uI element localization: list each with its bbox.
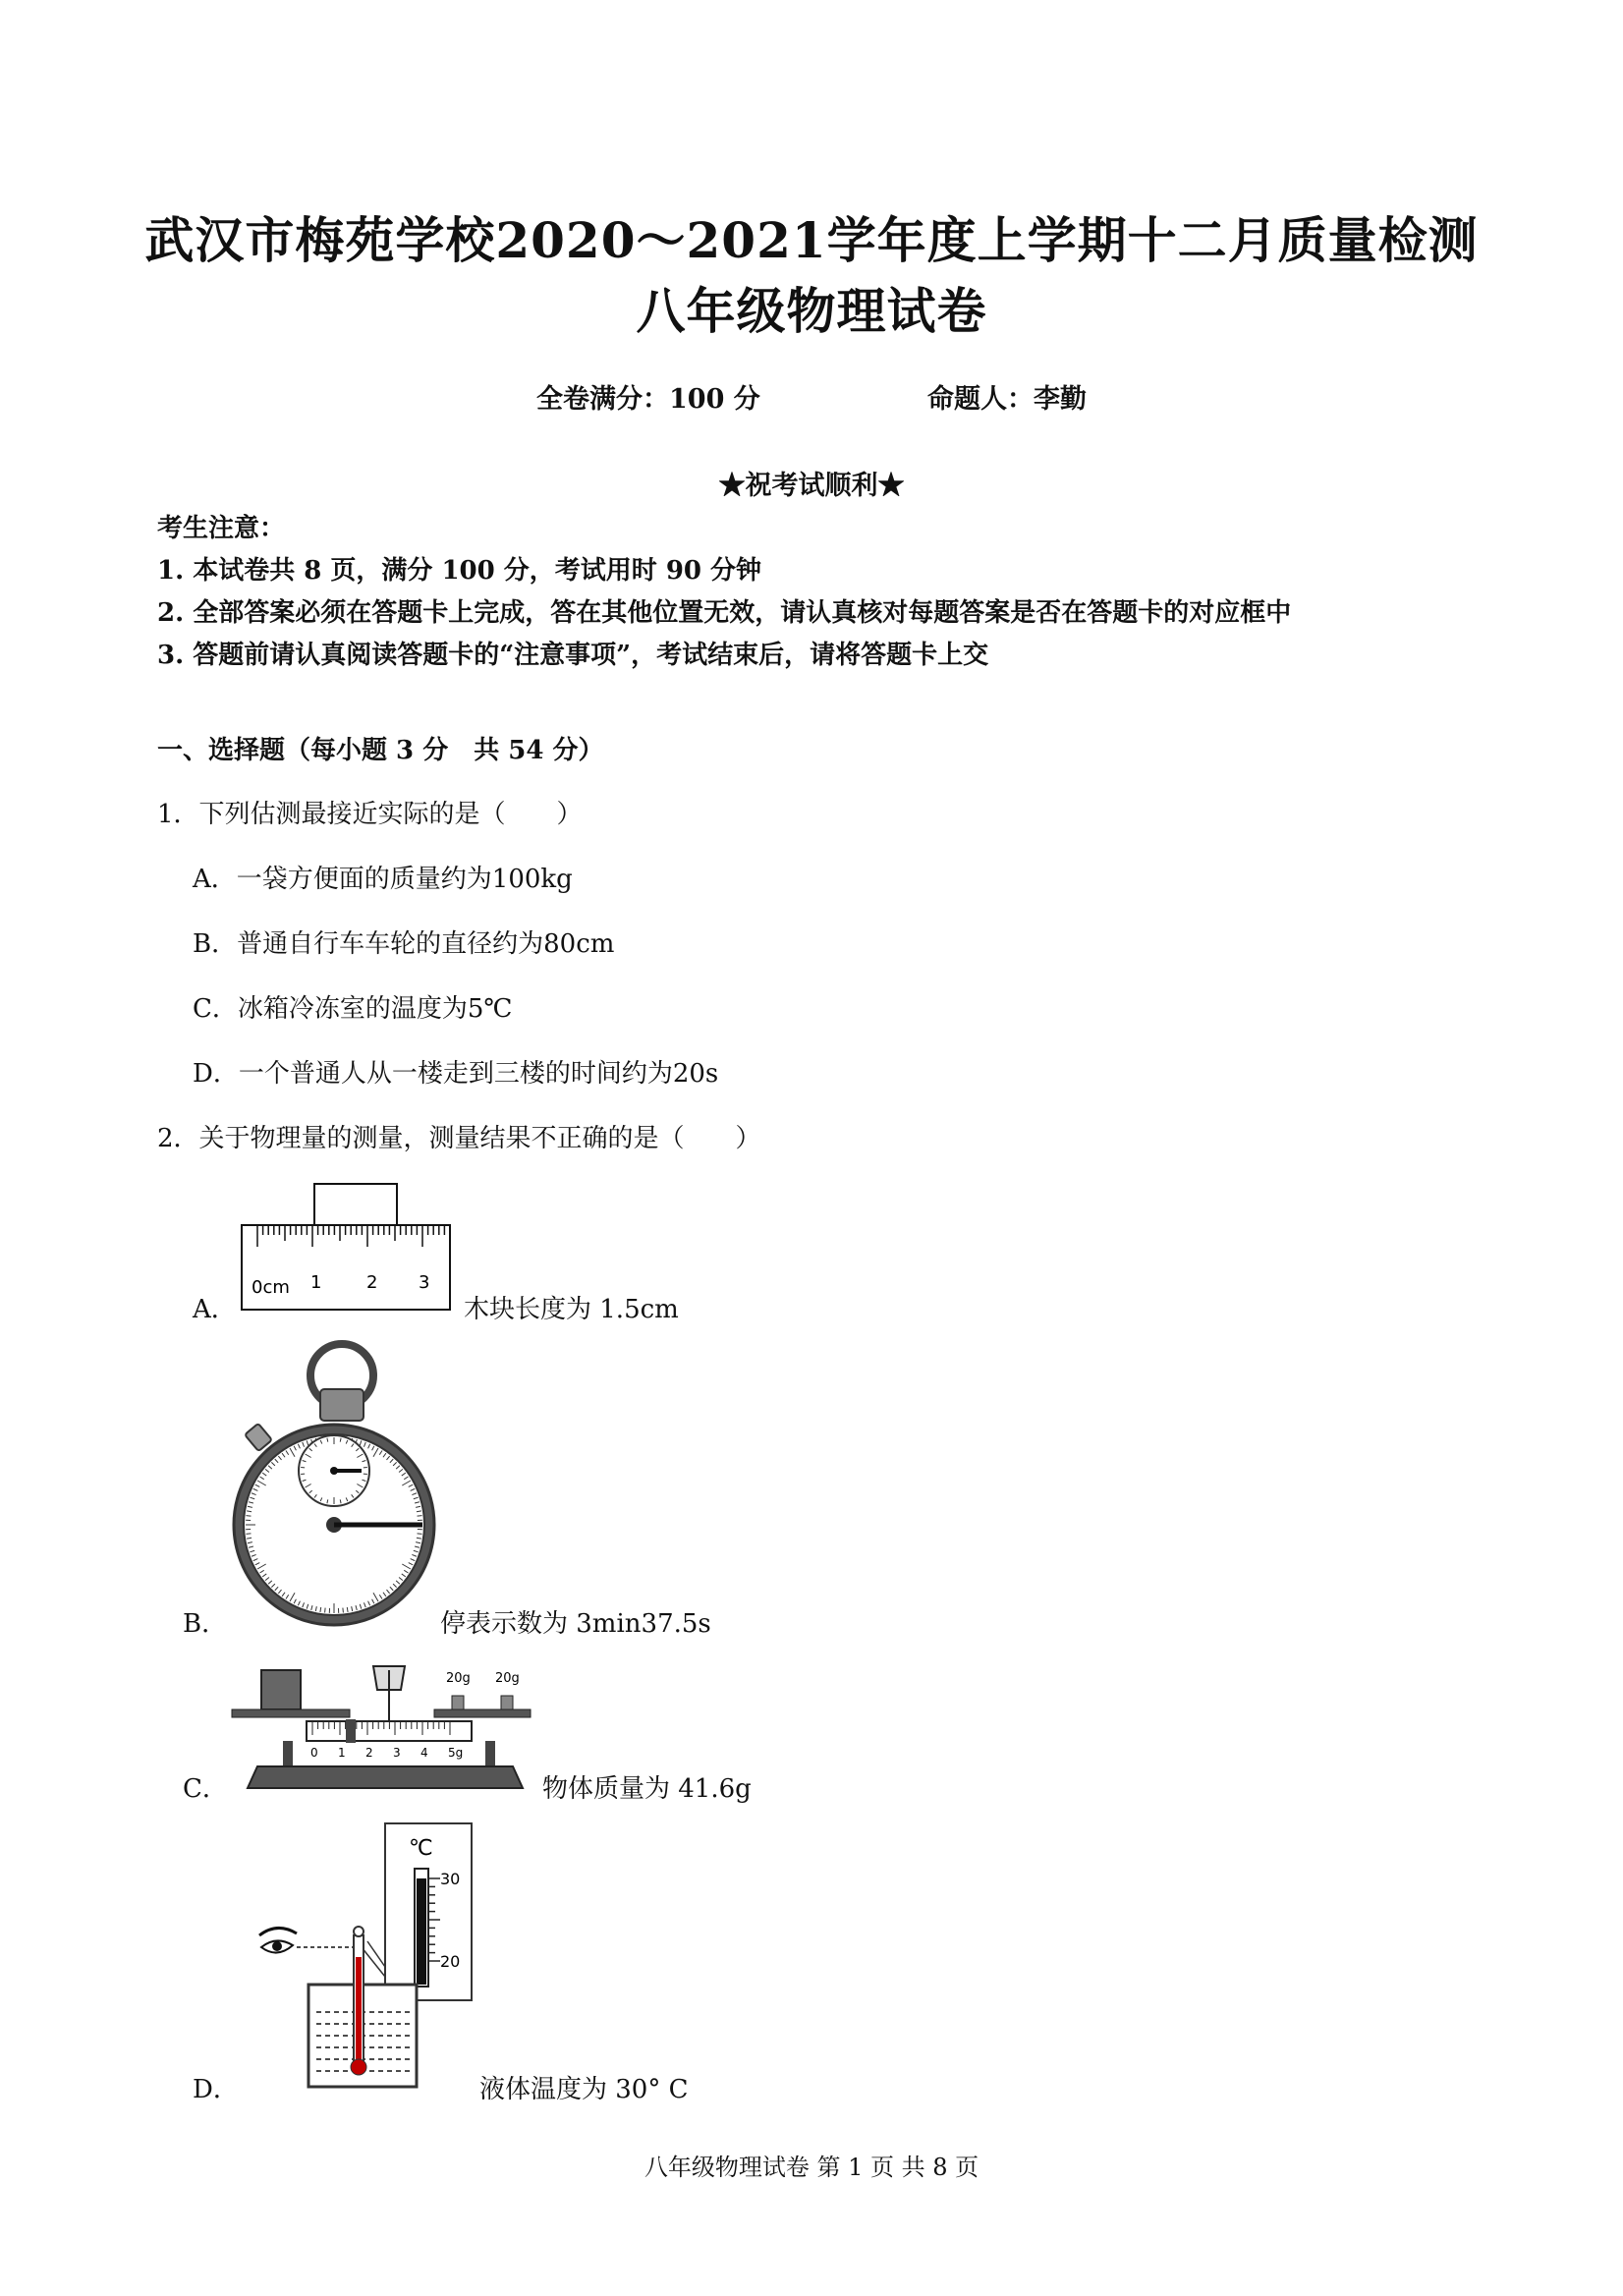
q1-stem: 1．下列估测最接近实际的是（ ） xyxy=(157,800,583,829)
q2-option-c-label: C． xyxy=(183,1774,228,1804)
ruler-label-2: 2 xyxy=(366,1272,378,1293)
q2-stem: 2．关于物理量的测量，测量结果不正确的是（ ） xyxy=(157,1124,761,1153)
exam-title-line1: 武汉市梅苑学校2020～2021学年度上学期十二月质量检测 xyxy=(144,211,1479,269)
full-score: 全卷满分：100 分 xyxy=(536,384,760,415)
q2-option-d-label: D． xyxy=(193,2075,239,2104)
measured-object xyxy=(261,1670,301,1709)
ruler-label-3: 3 xyxy=(419,1272,430,1293)
stopwatch-figure xyxy=(226,1338,442,1633)
balance-base xyxy=(248,1766,523,1788)
weight-2-label: 20g xyxy=(495,1671,520,1686)
ruler-figure xyxy=(236,1182,462,1315)
beam-label-4: 4 xyxy=(420,1746,428,1760)
exam-author: 命题人：李勤 xyxy=(927,384,1087,415)
weight-1 xyxy=(452,1696,464,1709)
left-pan xyxy=(232,1709,350,1717)
notice-heading: 考生注意： xyxy=(157,514,286,543)
weight-2 xyxy=(501,1696,513,1709)
right-pan xyxy=(434,1709,531,1717)
thermometer-figure xyxy=(242,1820,477,2095)
rider xyxy=(346,1719,356,1743)
beam-label-3: 3 xyxy=(393,1746,401,1760)
q2-option-c-text: 物体质量为 41.6g xyxy=(542,1774,752,1804)
stopwatch-button xyxy=(245,1424,272,1451)
mercury-column-magnified xyxy=(417,1878,426,1985)
q2-option-a-text: 木块长度为 1.5cm xyxy=(464,1295,679,1324)
scale-label-30: 30 xyxy=(440,1870,461,1888)
beam-label-0: 0 xyxy=(310,1746,318,1760)
notice-item-2: 2. 全部答案必须在答题卡上完成，答在其他位置无效，请认真核对每题答案是否在答题卡的对应框中 xyxy=(157,598,1292,628)
q2-option-d-text: 液体温度为 30° C xyxy=(479,2075,689,2104)
section-heading: 一、选择题（每小题 3 分 共 54 分） xyxy=(157,736,604,765)
blessing: ★祝考试顺利★ xyxy=(718,471,905,501)
balance-figure xyxy=(228,1660,532,1798)
exam-title-line2: 八年级物理试卷 xyxy=(636,282,987,340)
page-footer: 八年级物理试卷 第 1 页 共 8 页 xyxy=(644,2154,979,2181)
q1-option-b: B．普通自行车车轮的直径约为80cm xyxy=(193,929,615,959)
q1-option-d: D．一个普通人从一楼走到三楼的时间约为20s xyxy=(193,1059,719,1089)
ruler-label-0: 0cm xyxy=(252,1277,290,1298)
weight-1-label: 20g xyxy=(446,1671,471,1686)
beam-label-5: 5g xyxy=(448,1746,464,1760)
q1-option-c: C．冰箱冷冻室的温度为5℃ xyxy=(193,994,513,1024)
stopwatch-crown xyxy=(320,1389,364,1421)
q1-option-a: A．一袋方便面的质量约为100kg xyxy=(193,865,573,894)
q2-option-b-label: B． xyxy=(183,1609,228,1639)
beam-label-1: 1 xyxy=(338,1746,346,1760)
scale-label-20: 20 xyxy=(440,1952,461,1971)
notice-item-3: 3. 答题前请认真阅读答题卡的“注意事项”，考试结束后，请将答题卡上交 xyxy=(157,641,989,670)
ruler-label-1: 1 xyxy=(310,1272,322,1293)
q2-option-a-label: A． xyxy=(193,1295,237,1324)
temperature-unit: ℃ xyxy=(409,1836,433,1861)
thermometer-bulb xyxy=(351,2059,366,2075)
notice-item-1: 1. 本试卷共 8 页，满分 100 分，考试用时 90 分钟 xyxy=(157,556,762,586)
mercury-column xyxy=(356,1957,362,2061)
q2-option-b-text: 停表示数为 3min37.5s xyxy=(440,1609,711,1639)
beam-label-2: 2 xyxy=(365,1746,373,1760)
wooden-block xyxy=(314,1184,397,1225)
